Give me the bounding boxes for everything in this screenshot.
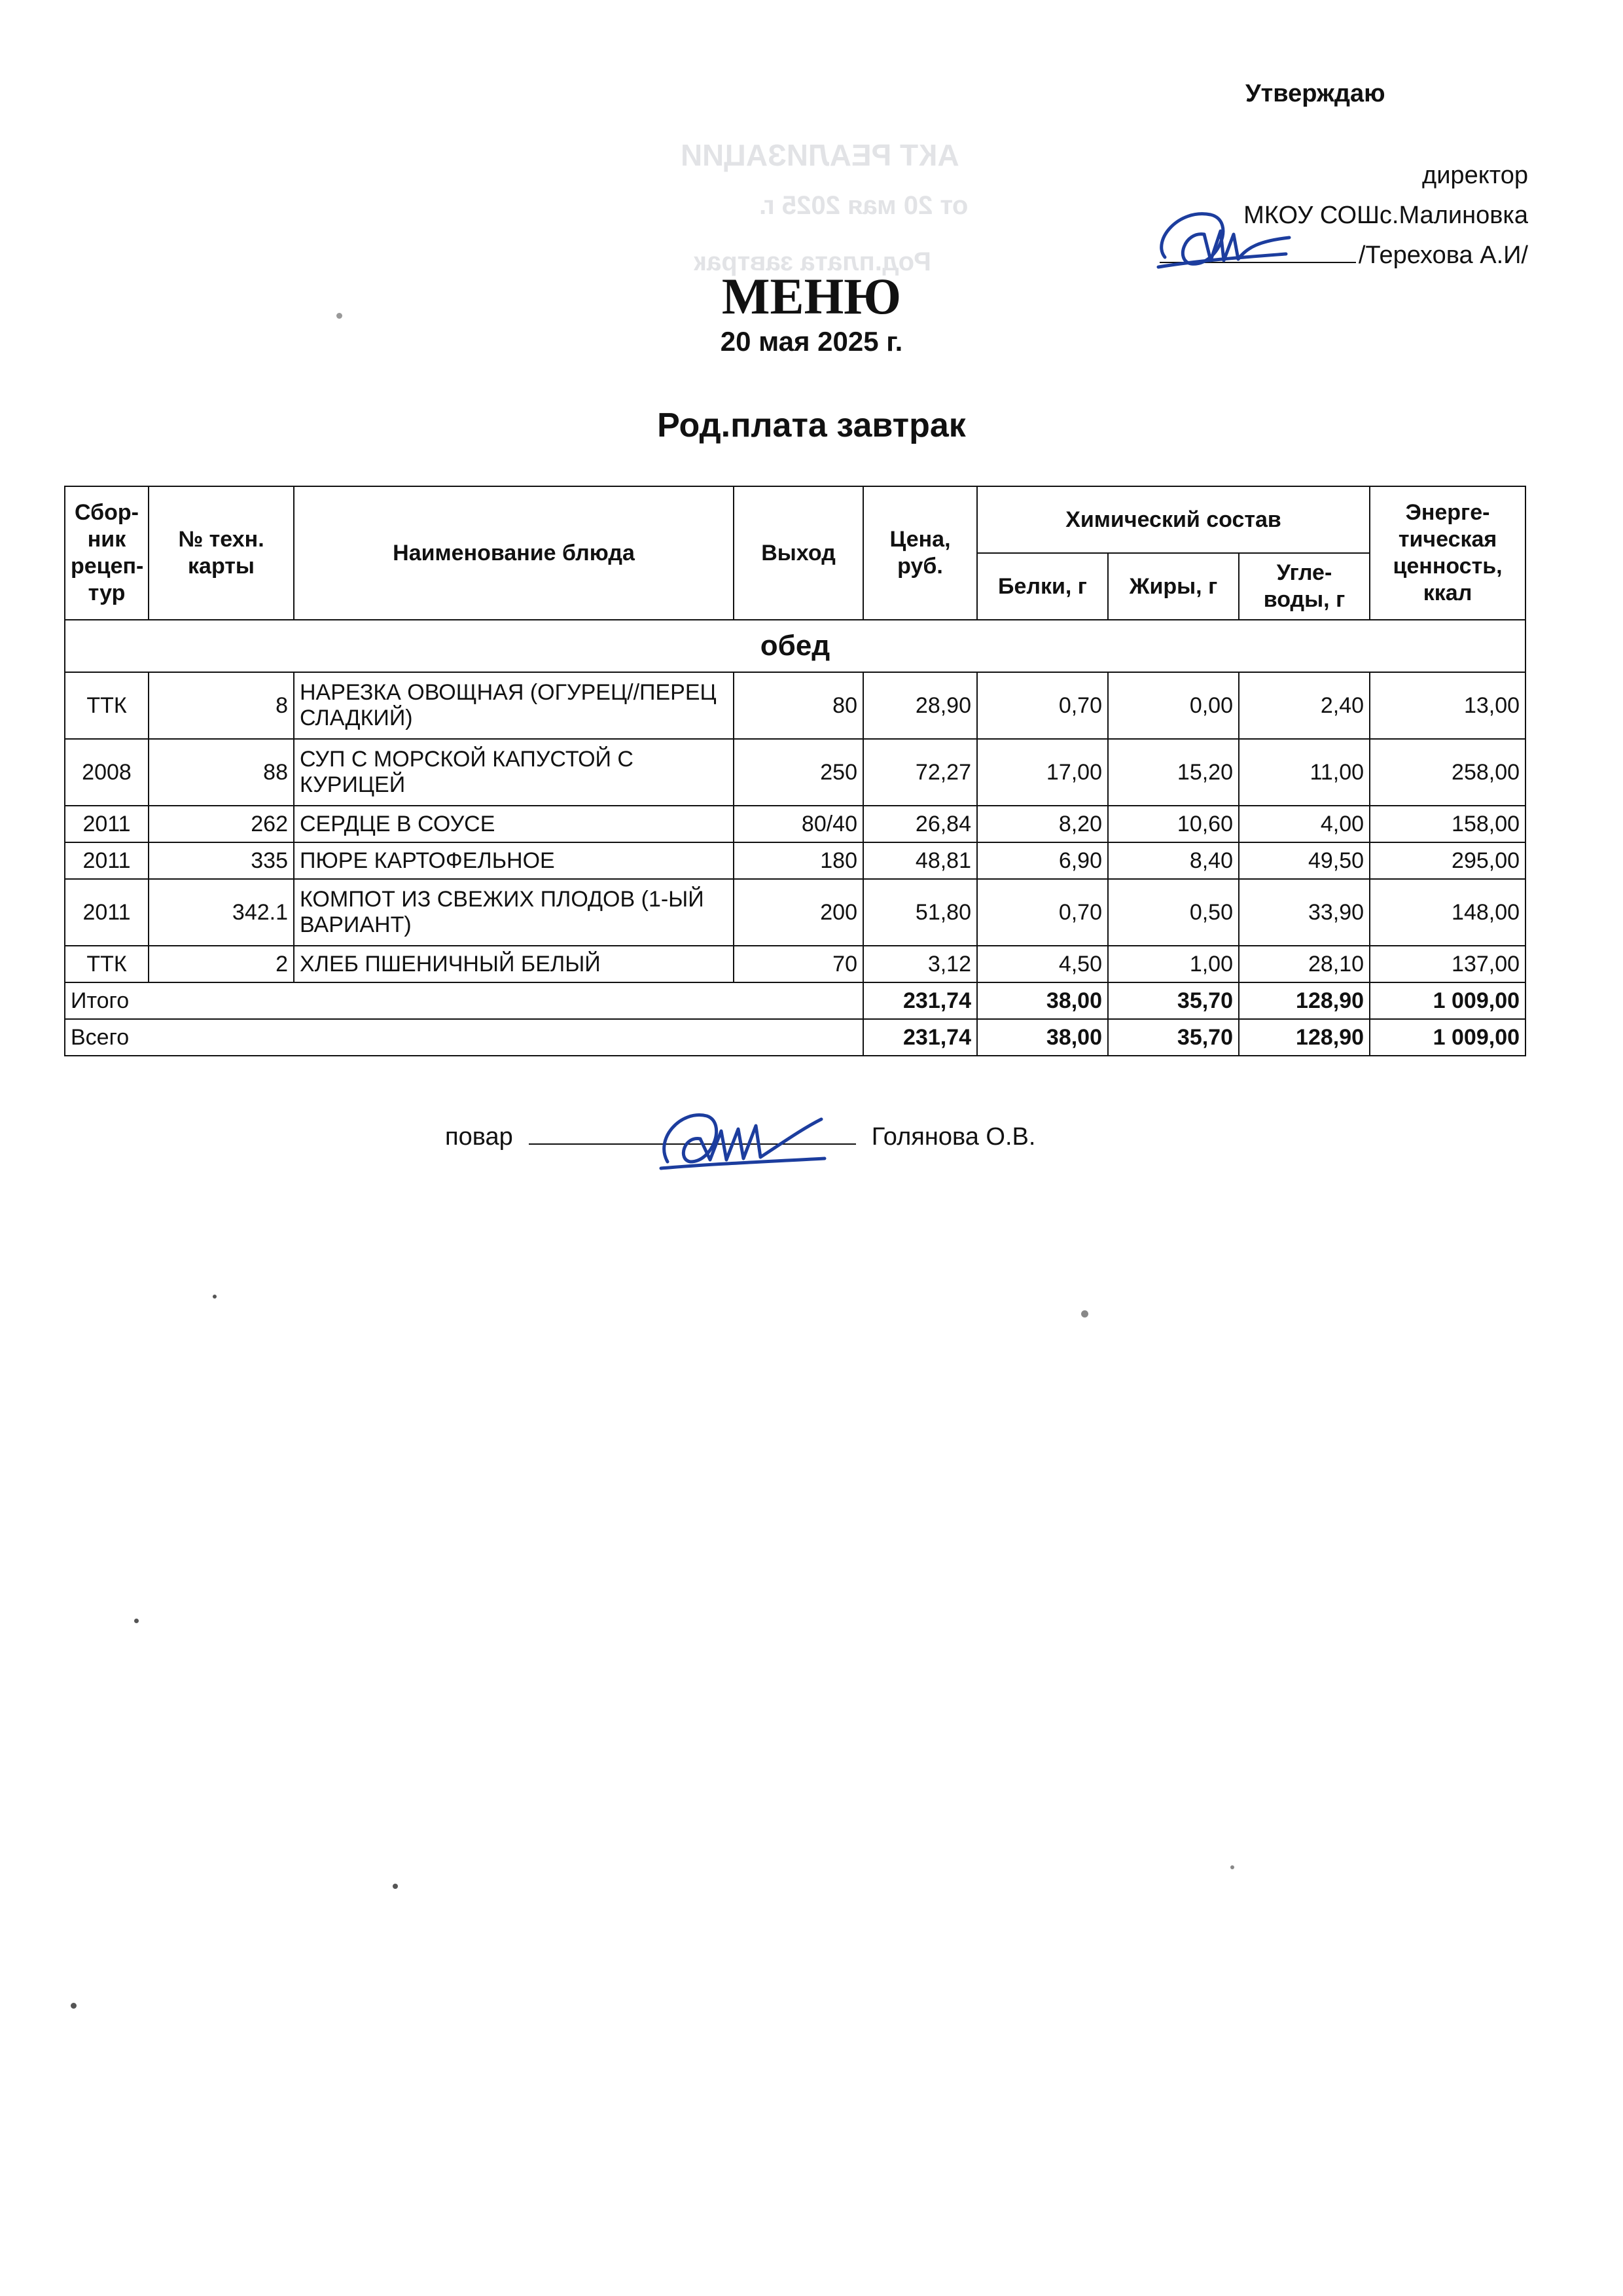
cell-dish-name: ХЛЕБ ПШЕНИЧНЫЙ БЕЛЫЙ [294, 946, 734, 982]
menu-date: 20 мая 2025 г. [720, 326, 903, 357]
cell-yield: 80/40 [734, 806, 863, 842]
cell-energy: 148,00 [1370, 879, 1525, 946]
header-collection: Сбор-ник рецеп-тур [65, 486, 149, 620]
cook-name: Голянова О.В. [871, 1123, 1036, 1151]
total-fats: 35,70 [1108, 1019, 1239, 1056]
cell-dish-name: СУП С МОРСКОЙ КАПУСТОЙ С КУРИЦЕЙ [294, 739, 734, 806]
cell-collection: 2011 [65, 842, 149, 879]
cell-price: 26,84 [863, 806, 977, 842]
approve-label: Утверждаю [1245, 80, 1385, 107]
scan-speck [71, 2003, 77, 2009]
scan-speck [213, 1295, 217, 1299]
table-row [65, 946, 1525, 982]
cell-card: 8 [149, 672, 294, 739]
cell-collection: 2011 [65, 879, 149, 946]
cell-price: 3,12 [863, 946, 977, 982]
section-label: обед [65, 620, 1525, 672]
cell-card: 88 [149, 739, 294, 806]
cell-fats: 0,00 [1108, 672, 1239, 739]
cell-fats: 8,40 [1108, 842, 1239, 879]
subtotal-row [65, 982, 1525, 1019]
scan-speck [393, 1884, 398, 1889]
show-through-subtitle: Род.плата завтрак [694, 247, 931, 276]
menu-table [64, 486, 1526, 1056]
cell-carbs: 4,00 [1239, 806, 1370, 842]
subtotal-energy: 1 009,00 [1370, 982, 1525, 1019]
cell-collection: 2011 [65, 806, 149, 842]
cell-card: 2 [149, 946, 294, 982]
cell-yield: 180 [734, 842, 863, 879]
header-energy: Энерге-тическая ценность, ккал [1370, 486, 1525, 620]
cell-yield: 200 [734, 879, 863, 946]
cook-signature [648, 1100, 831, 1178]
cell-proteins: 0,70 [977, 672, 1108, 739]
subtotal-fats: 35,70 [1108, 982, 1239, 1019]
cell-proteins: 4,50 [977, 946, 1108, 982]
header-card-no: № техн. карты [149, 486, 294, 620]
cell-price: 72,27 [863, 739, 977, 806]
table-row [65, 806, 1525, 842]
total-energy: 1 009,00 [1370, 1019, 1525, 1056]
show-through-title: АКТ РЕАЛИЗАЦИИ [681, 138, 959, 172]
cell-carbs: 28,10 [1239, 946, 1370, 982]
meal-title: Род.плата завтрак [657, 406, 966, 444]
cell-dish-name: КОМПОТ ИЗ СВЕЖИХ ПЛОДОВ (1-ЫЙ ВАРИАНТ) [294, 879, 734, 946]
total-carbs: 128,90 [1239, 1019, 1370, 1056]
cell-card: 342.1 [149, 879, 294, 946]
cell-carbs: 33,90 [1239, 879, 1370, 946]
cell-price: 51,80 [863, 879, 977, 946]
total-row [65, 1019, 1525, 1056]
cell-dish-name: НАРЕЗКА ОВОЩНАЯ (ОГУРЕЦ//ПЕРЕЦ СЛАДКИЙ) [294, 672, 734, 739]
cell-card: 335 [149, 842, 294, 879]
show-through-date: от 20 мая 2025 г. [759, 191, 969, 220]
cell-collection: ТТК [65, 672, 149, 739]
header-yield: Выход [734, 486, 863, 620]
header-chem: Химический состав [977, 486, 1370, 553]
header-proteins: Белки, г [977, 553, 1108, 620]
cell-carbs: 11,00 [1239, 739, 1370, 806]
cell-energy: 258,00 [1370, 739, 1525, 806]
cell-energy: 295,00 [1370, 842, 1525, 879]
cell-dish-name: СЕРДЦЕ В СОУСЕ [294, 806, 734, 842]
total-price: 231,74 [863, 1019, 977, 1056]
cell-dish-name: ПЮРЕ КАРТОФЕЛЬНОЕ [294, 842, 734, 879]
cell-proteins: 6,90 [977, 842, 1108, 879]
page-title: МЕНЮ [721, 268, 902, 325]
cell-fats: 15,20 [1108, 739, 1239, 806]
cell-carbs: 49,50 [1239, 842, 1370, 879]
header-dish-name: Наименование блюда [294, 486, 734, 620]
cell-yield: 70 [734, 946, 863, 982]
cell-price: 48,81 [863, 842, 977, 879]
cell-energy: 13,00 [1370, 672, 1525, 739]
director-position: директор [1422, 162, 1528, 189]
subtotal-proteins: 38,00 [977, 982, 1108, 1019]
subtotal-price: 231,74 [863, 982, 977, 1019]
director-name: /Терехова А.И/ [1358, 242, 1528, 269]
total-label: Всего [65, 1019, 863, 1056]
cell-energy: 137,00 [1370, 946, 1525, 982]
total-proteins: 38,00 [977, 1019, 1108, 1056]
header-price: Цена, руб. [863, 486, 977, 620]
cell-card: 262 [149, 806, 294, 842]
scan-speck [336, 313, 342, 319]
cell-fats: 10,60 [1108, 806, 1239, 842]
cell-proteins: 8,20 [977, 806, 1108, 842]
scan-speck [1230, 1865, 1234, 1869]
header-fats: Жиры, г [1108, 553, 1239, 620]
cell-proteins: 0,70 [977, 879, 1108, 946]
cell-collection: ТТК [65, 946, 149, 982]
subtotal-carbs: 128,90 [1239, 982, 1370, 1019]
cell-fats: 0,50 [1108, 879, 1239, 946]
cook-label: повар [445, 1123, 513, 1151]
table-row [65, 739, 1525, 806]
cell-yield: 250 [734, 739, 863, 806]
scan-speck [1081, 1310, 1088, 1318]
scan-speck [134, 1619, 139, 1623]
cell-price: 28,90 [863, 672, 977, 739]
cell-energy: 158,00 [1370, 806, 1525, 842]
director-organization: МКОУ СОШс.Малиновка [1243, 202, 1528, 229]
subtotal-label: Итого [65, 982, 863, 1019]
table-row [65, 842, 1525, 879]
table-row [65, 879, 1525, 946]
cell-carbs: 2,40 [1239, 672, 1370, 739]
cell-yield: 80 [734, 672, 863, 739]
cell-collection: 2008 [65, 739, 149, 806]
table-row [65, 672, 1525, 739]
cell-proteins: 17,00 [977, 739, 1108, 806]
cell-fats: 1,00 [1108, 946, 1239, 982]
header-carbs: Угле-воды, г [1239, 553, 1370, 620]
